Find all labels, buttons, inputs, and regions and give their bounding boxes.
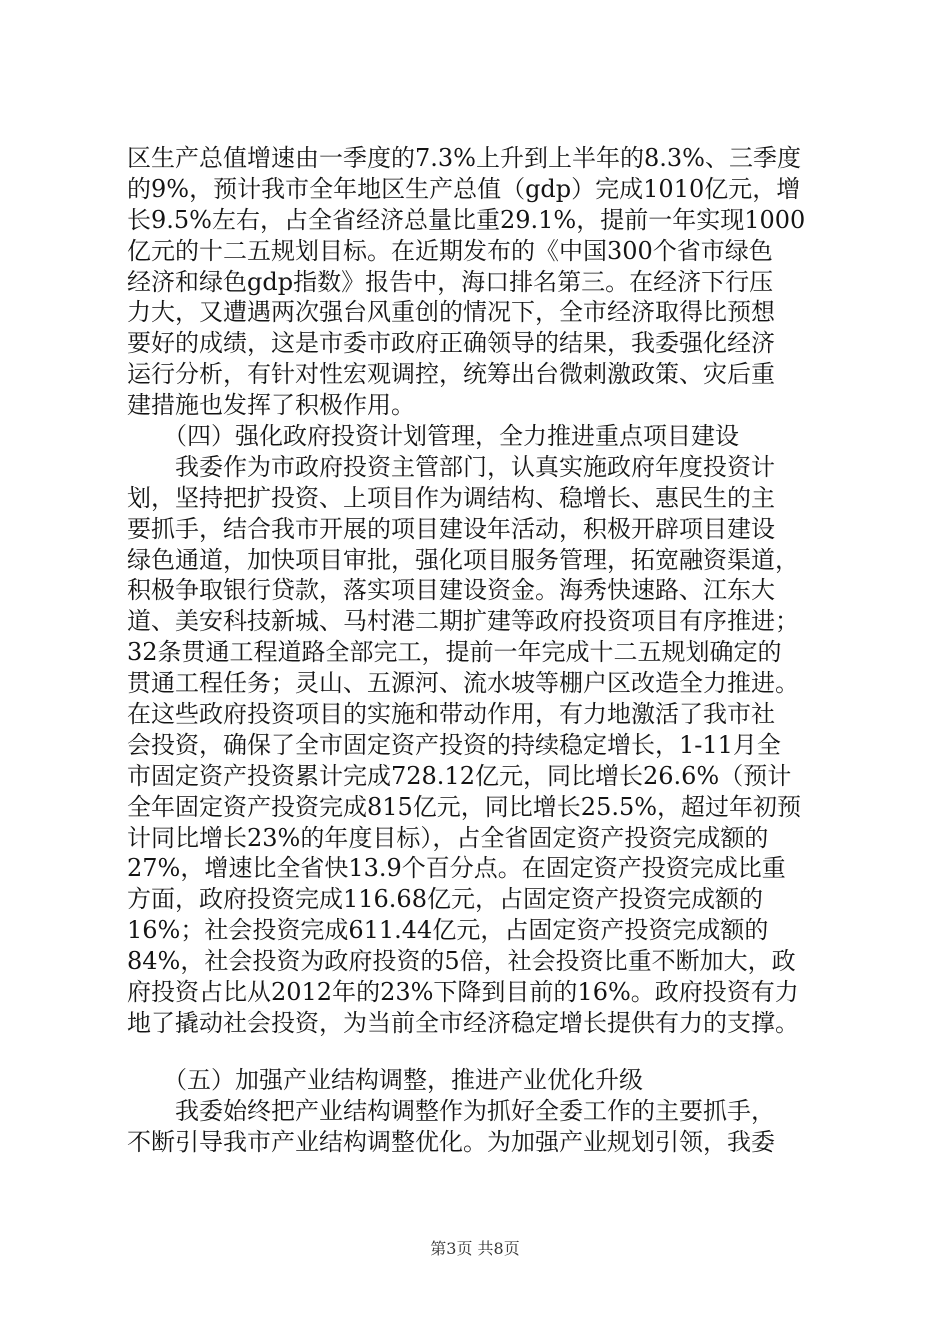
- text-line: 区生产总值增速由一季度的7.3%上升到上半年的8.3%、三季度: [127, 144, 801, 172]
- text-line: 道、美安科技新城、马村港二期扩建等政府投资项目有序推进；: [127, 607, 799, 636]
- text-line: 绿色通道，加快项目审批，强化项目服务管理，拓宽融资渠道，: [127, 545, 799, 574]
- text-line: 不断引导我市产业结构调整优化。为加强产业规划引领，我委: [127, 1127, 775, 1156]
- text-line: 方面，政府投资完成116.68亿元，占固定资产投资完成额的: [127, 885, 763, 914]
- text-line: 划，坚持把扩投资、上项目作为调结构、稳增长、惠民生的主: [127, 483, 775, 512]
- text-line: 亿元的十二五规划目标。在近期发布的《中国300个省市绿色: [127, 236, 773, 265]
- text-line: 27%，增速比全省快13.9个百分点。在固定资产投资完成比重: [127, 854, 786, 883]
- text-line: 计同比增长23%的年度目标），占全省固定资产投资完成额的: [127, 823, 769, 852]
- text-line: 要抓手，结合我市开展的项目建设年活动，积极开辟项目建设: [127, 514, 775, 543]
- document-body: [127, 143, 847, 1158]
- text-line: 我委始终把产业结构调整作为抓好全委工作的主要抓手，: [127, 1096, 775, 1125]
- section-heading-5: （五）加强产业结构调整，推进产业优化升级: [127, 1065, 643, 1094]
- text-line: 会投资，确保了全市固定资产投资的持续稳定增长，1-11月全: [127, 730, 781, 759]
- page-number-footer: 第3页 共8页: [430, 1239, 520, 1258]
- text-line: 贯通工程任务；灵山、五源河、流水坡等棚户区改造全力推进。: [127, 669, 799, 698]
- text-line: 市固定资产投资累计完成728.12亿元，同比增长26.6%（预计: [127, 761, 792, 790]
- text-line: 32条贯通工程道路全部完工，提前一年完成十二五规划确定的: [127, 638, 782, 667]
- text-line: 在这些政府投资项目的实施和带动作用，有力地激活了我市社: [127, 700, 775, 729]
- text-line: 16%；社会投资完成611.44亿元，占固定资产投资完成额的: [127, 916, 769, 945]
- text-line: 我委作为市政府投资主管部门，认真实施政府年度投资计: [127, 452, 775, 481]
- text-line: 的9%，预计我市全年地区生产总值（gdp）完成1010亿元，增: [127, 174, 801, 203]
- section-heading-4: （四）强化政府投资计划管理，全力推进重点项目建设: [127, 422, 739, 451]
- text-line: 全年固定资产投资完成815亿元，同比增长25.5%，超过年初预: [127, 792, 802, 821]
- text-line: 积极争取银行贷款，落实项目建设资金。海秀快速路、江东大: [127, 576, 775, 605]
- text-line: 地了撬动社会投资，为当前全市经济稳定增长提供有力的支撑。: [127, 1008, 799, 1037]
- text-line: 府投资占比从2012年的23%下降到目前的16%。政府投资有力: [127, 978, 799, 1007]
- text-line: 运行分析，有针对性宏观调控，统筹出台微刺激政策、灾后重: [127, 360, 775, 389]
- text-line: 力大，又遭遇两次强台风重创的情况下，全市经济取得比预想: [127, 298, 775, 327]
- paragraph-gap: [127, 1039, 847, 1065]
- text-line: 长9.5%左右，占全省经济总量比重29.1%，提前一年实现1000: [127, 205, 806, 234]
- text-line: 建措施也发挥了积极作用。: [127, 391, 415, 420]
- text-line: 经济和绿色gdp指数》报告中，海口排名第三。在经济下行压: [127, 267, 774, 296]
- text-line: 要好的成绩，这是市委市政府正确领导的结果，我委强化经济: [127, 329, 775, 358]
- text-line: 84%，社会投资为政府投资的5倍，社会投资比重不断加大，政: [127, 947, 796, 976]
